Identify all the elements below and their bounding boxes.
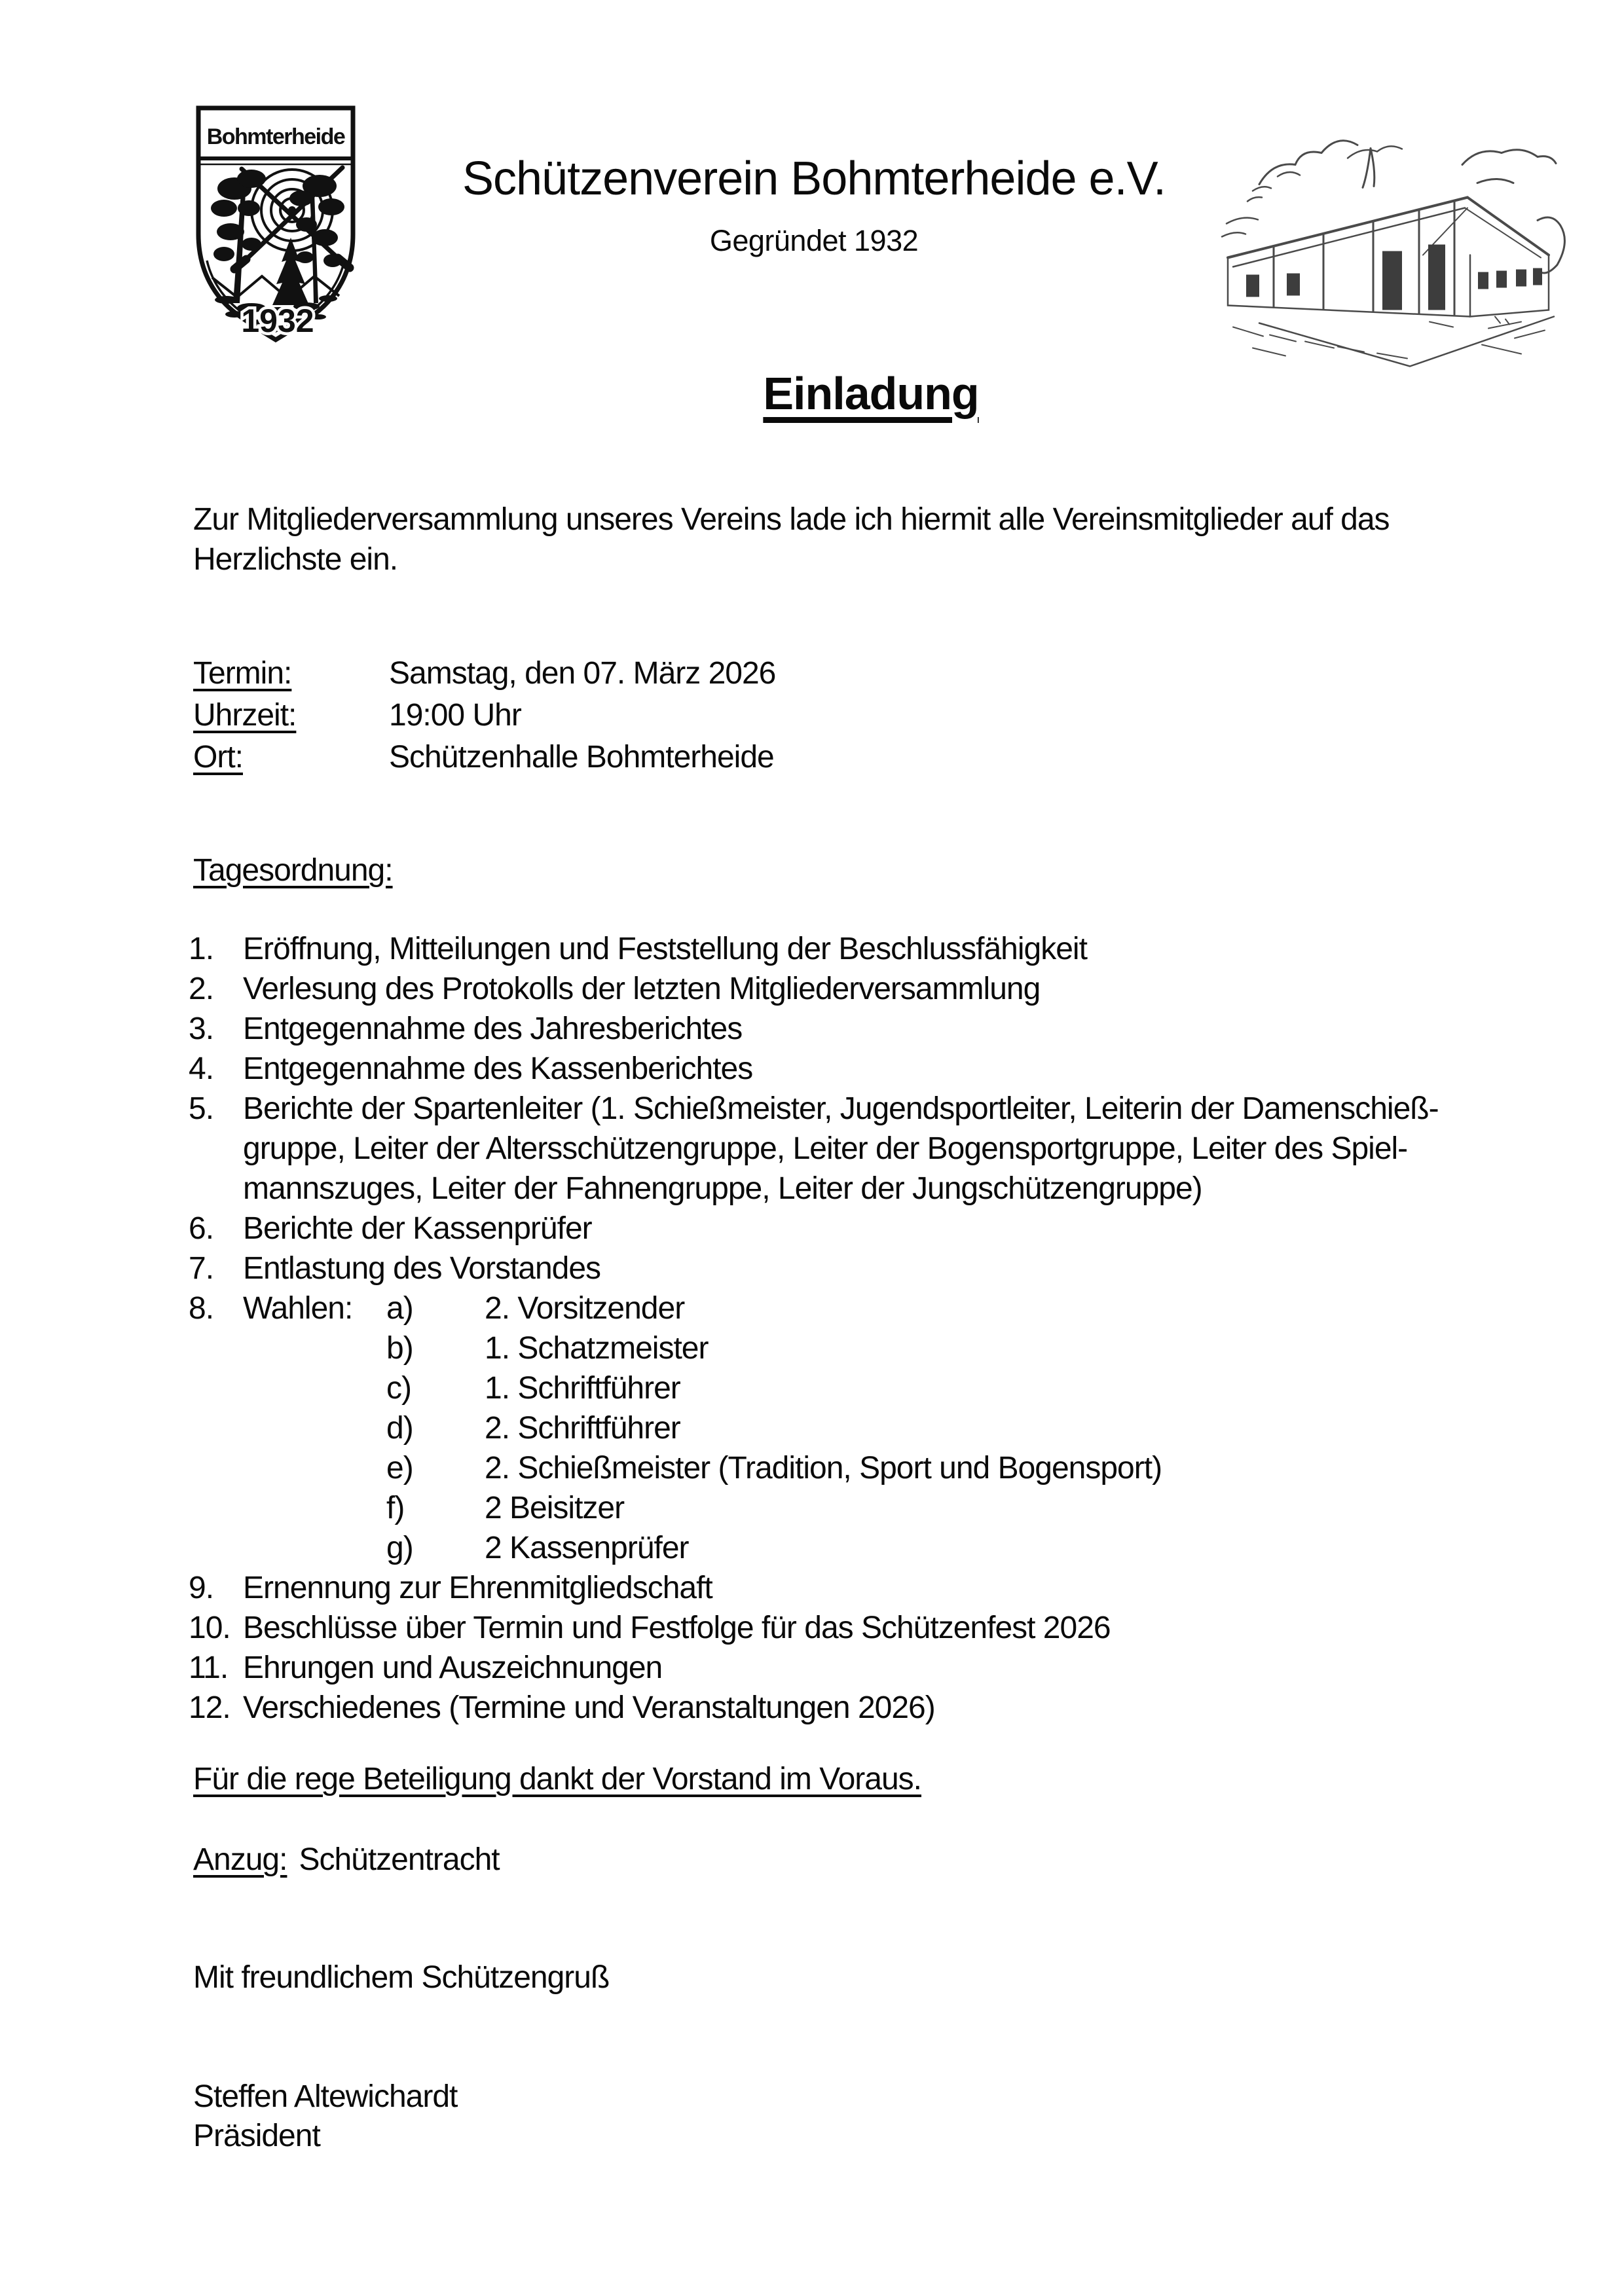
agenda-sub-letter: f) (386, 1491, 405, 1525)
detail-label-cell (193, 737, 389, 778)
greeting-line: Mit freundlichem Schützengruß (193, 1960, 610, 1995)
agenda-sub-letter: d) (386, 1411, 413, 1446)
detail-row (193, 653, 775, 695)
club-name-title: Schützenverein Bohmterheide e.V. (462, 153, 1166, 205)
agenda-item-text: Berichte der Kassenprüfer (243, 1211, 592, 1246)
intro-paragraph (193, 500, 1390, 579)
dress-code-line (193, 1840, 500, 1880)
agenda-item-text: Ernennung zur Ehrenmitgliedschaft (243, 1571, 712, 1605)
agenda-item (189, 1528, 1439, 1568)
crest-banner-text: Bohmterheide (206, 124, 345, 149)
intro-line: Herzlichste ein. (193, 542, 398, 577)
agenda-sub-text: 2 Kassenprüfer (485, 1531, 689, 1565)
event-details (193, 653, 775, 778)
intro-line: Zur Mitgliederversammlung unseres Vereins lade ich hiermit alle Vereinsmitglieder auf das (193, 502, 1390, 537)
detail-label: Uhrzeit: (193, 698, 297, 733)
agenda-item-text: Beschlüsse über Termin und Festfolge für das Schützenfest 2026 (243, 1611, 1111, 1645)
agenda-sub-letter: e) (386, 1451, 413, 1485)
agenda-sub-letter: g) (386, 1531, 413, 1565)
agenda-item (189, 1368, 1439, 1408)
agenda-item (189, 1169, 1439, 1209)
agenda-number: 1. (189, 932, 214, 966)
agenda-item-text: Entlastung des Vorstandes (243, 1251, 601, 1286)
dress-code-label: Anzug: (193, 1842, 287, 1877)
agenda-sub-text: 2. Vorsitzender (485, 1291, 685, 1326)
detail-value: 19:00 Uhr (389, 698, 521, 733)
clubhouse-sketch-icon (1213, 85, 1575, 370)
agenda-item-text: Ehrungen und Auszeichnungen (243, 1650, 663, 1685)
agenda-item-text: Eröffnung, Mitteilungen und Feststellung der Beschlussfähigkeit (243, 932, 1087, 966)
agenda-sub-letter: c) (386, 1371, 411, 1406)
agenda-list (189, 929, 1439, 1728)
agenda-heading: Tagesordnung: (193, 853, 393, 888)
agenda-item (189, 1648, 1439, 1688)
agenda-item-text: Entgegennahme des Kassenberichtes (243, 1051, 753, 1086)
agenda-item-text: gruppe, Leiter der Altersschützengruppe, Leiter der Bogensportgruppe, Leiter des Spiel- (243, 1131, 1408, 1166)
agenda-item (189, 1009, 1439, 1049)
agenda-sub-letter: a) (386, 1291, 413, 1326)
crest-year-text: 1932 (241, 302, 314, 339)
detail-label: Ort: (193, 740, 243, 774)
agenda-item (189, 1089, 1439, 1129)
agenda-item (189, 1209, 1439, 1248)
agenda-item (189, 1328, 1439, 1368)
document-title: Einladung (763, 368, 979, 419)
agenda-item (189, 1288, 1439, 1328)
agenda-number: 8. (189, 1291, 214, 1326)
agenda-sub-text: 2. Schießmeister (Tradition, Sport und Bogensport) (485, 1451, 1162, 1485)
agenda-number: 10. (189, 1611, 231, 1645)
agenda-item (189, 1568, 1439, 1608)
agenda-item-text: Entgegennahme des Jahresberichtes (243, 1011, 743, 1046)
agenda-number: 11. (189, 1650, 229, 1685)
agenda-number: 7. (189, 1251, 214, 1286)
agenda-item (189, 929, 1439, 969)
agenda-number: 5. (189, 1091, 214, 1126)
agenda-number: 2. (189, 972, 214, 1006)
club-founded-subtitle: Gegründet 1932 (709, 224, 919, 257)
agenda-sub-letter: b) (386, 1331, 413, 1366)
agenda-item (189, 1049, 1439, 1089)
agenda-number: 9. (189, 1571, 214, 1605)
agenda-number: 4. (189, 1051, 214, 1086)
agenda-sub-text: 1. Schriftführer (485, 1371, 680, 1406)
agenda-item (189, 1448, 1439, 1488)
agenda-sub-text: 1. Schatzmeister (485, 1331, 709, 1366)
agenda-sub-text: 2 Beisitzer (485, 1491, 625, 1525)
closing-line: Für die rege Beteiligung dankt der Vorstand im Voraus. (193, 1762, 922, 1796)
agenda-item (189, 1408, 1439, 1448)
agenda-item (189, 1248, 1439, 1288)
detail-row (193, 737, 775, 778)
detail-value: Samstag, den 07. März 2026 (389, 656, 776, 691)
agenda-item (189, 1608, 1439, 1648)
agenda-number: 6. (189, 1211, 214, 1246)
signature-name: Steffen Altewichardt (193, 2079, 458, 2114)
agenda-item (189, 969, 1439, 1009)
agenda-item (189, 1488, 1439, 1528)
clubhouse-sketch (1213, 85, 1575, 370)
agenda-number: 3. (189, 1011, 214, 1046)
agenda-item-label: Wahlen: (243, 1291, 353, 1326)
agenda-item-text: Verschiedenes (Termine und Veranstaltungen 2026) (243, 1690, 935, 1725)
signature-role: Präsident (193, 2119, 320, 2153)
dress-code-value: Schützentracht (299, 1842, 500, 1877)
detail-value: Schützenhalle Bohmterheide (389, 740, 774, 774)
agenda-item (189, 1129, 1439, 1169)
detail-label-cell (193, 695, 389, 737)
detail-label-cell (193, 653, 389, 695)
detail-row (193, 695, 775, 737)
agenda-item-text: mannszuges, Leiter der Fahnengruppe, Leiter der Jungschützengruppe) (243, 1171, 1202, 1206)
club-crest (194, 103, 358, 347)
agenda-item-text: Berichte der Spartenleiter (1. Schießmeister, Jugendsportleiter, Leiterin der Damenschieß- (243, 1091, 1439, 1126)
agenda-sub-text: 2. Schriftführer (485, 1411, 680, 1446)
agenda-item-text: Verlesung des Protokolls der letzten Mitgliederversammlung (243, 972, 1041, 1006)
detail-label: Termin: (193, 656, 292, 691)
agenda-item (189, 1688, 1439, 1728)
club-crest-icon (194, 103, 358, 347)
agenda-number: 12. (189, 1690, 231, 1725)
